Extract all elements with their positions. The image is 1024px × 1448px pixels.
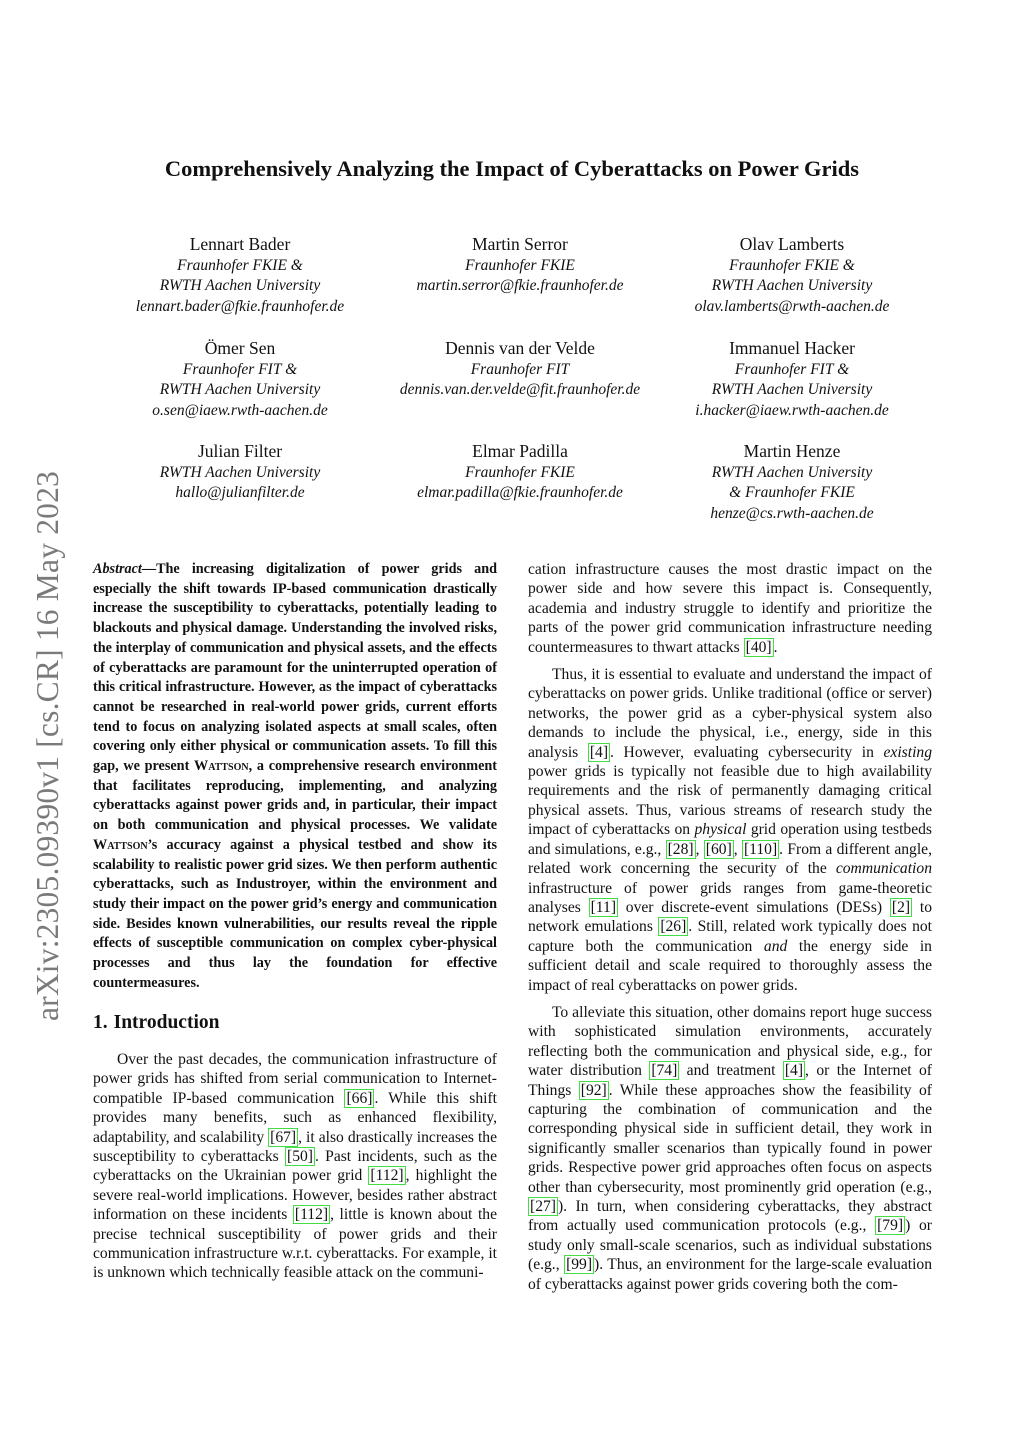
system-name: Wattson <box>194 758 249 775</box>
abstract-dash: — <box>141 561 157 577</box>
emphasis: physical <box>694 821 747 839</box>
body-text: To alleviate this situation, other domains report huge success with sophisticated simulation environments, accurately reflecting both the communication and physical side, e.g., for water distribution <box>528 1003 932 1080</box>
body-text: , highlight the severe real-world implications. However, besides rather abstract information on these incidents <box>93 1167 498 1224</box>
body-text: Over the past decades, the communication infrastructure of power grids has shifted from serial communication to Internet-compatible IP-based communication <box>93 1050 497 1107</box>
citation-link[interactable]: [99] <box>566 1256 593 1274</box>
citation-link[interactable]: [4] <box>784 1062 804 1080</box>
citation-link[interactable]: [67] <box>270 1128 297 1146</box>
author-block <box>642 338 942 421</box>
author-affiliation: RWTH Aachen University <box>711 463 873 481</box>
author-block <box>90 338 390 421</box>
body-text: . Still, related work typically does not capture both the communication <box>528 918 932 955</box>
author-email: hallo@julianfilter.de <box>175 484 305 501</box>
body-text: over discrete-event simulations (DESs) <box>618 898 890 916</box>
body-paragraph <box>528 665 932 995</box>
citation-link[interactable]: [4] <box>589 743 609 761</box>
body-text: ) or study only small-scale scenarios, such as individual substations (e.g., <box>528 1217 932 1274</box>
author-affiliation: Fraunhofer FIT & <box>734 360 850 378</box>
citation-link[interactable]: [40] <box>745 638 772 656</box>
abstract <box>93 560 497 993</box>
author-block <box>370 338 670 401</box>
author-name: Dennis van der Velde <box>445 338 595 358</box>
section-heading <box>93 1013 497 1032</box>
author-block <box>90 441 390 504</box>
author-affiliation: Fraunhofer FKIE & <box>177 256 303 274</box>
citation-link[interactable]: [74] <box>651 1062 678 1080</box>
citation-link[interactable]: [11] <box>590 898 617 916</box>
body-text: . While this shift provides many benefits, such as enhanced flexibility, adaptability, and scalability <box>93 1089 498 1146</box>
author-email: lennart.bader@fkie.fraunhofer.de <box>135 297 345 315</box>
author-block <box>642 234 942 317</box>
author-email: olav.lamberts@rwth-aachen.de <box>694 297 890 315</box>
body-text: , little is known about the precise technical susceptibility of power grids and their communication infrastructure w.r.t. cyberattacks. For example, it is unknown which technically feasible attack on the communi- <box>93 1206 497 1282</box>
section-number: 1. <box>93 1012 108 1034</box>
author-affiliation: RWTH Aachen University <box>159 463 321 481</box>
author-email: dennis.van.der.velde@fit.fraunhofer.de <box>399 381 641 398</box>
author-name: Elmar Padilla <box>472 441 568 461</box>
abstract-text: ’s accuracy against a physical testbed and show its scalability to realistic power grid sizes. We then perform authentic cyberattacks, such as Industroyer, within the environment and study their impact on the power grid’s energy and communication side. Besides known vulnerabilities, our results reveal the ripple effects of susceptible communication on complex cyber-physical processes and thus lay the foundation for effective countermeasures. <box>93 836 497 991</box>
system-name: Wattson <box>93 836 148 853</box>
citation-link[interactable]: [79] <box>877 1217 904 1235</box>
citation-link[interactable]: [92] <box>580 1081 607 1099</box>
body-text: ). Thus, an environment for the large-scale evaluation of cyberattacks against power grids covering both the com- <box>528 1256 932 1293</box>
body-text: and treatment <box>679 1062 783 1080</box>
body-text: , or the Internet of Things <box>528 1062 933 1099</box>
author-name: Lennart Bader <box>189 234 291 254</box>
body-text: . However, evaluating cybersecurity in <box>610 743 884 761</box>
body-paragraph <box>528 560 932 657</box>
author-name: Ömer Sen <box>204 338 276 358</box>
body-text: grid operation using testbeds and simulations, e.g., <box>528 821 932 858</box>
emphasis: existing <box>883 743 933 761</box>
author-block <box>370 441 670 504</box>
author-name: Olav Lamberts <box>739 234 845 254</box>
author-affiliation: RWTH Aachen University <box>711 381 873 398</box>
citation-link[interactable]: [26] <box>660 918 687 936</box>
right-column <box>528 560 932 1294</box>
author-affiliation: Fraunhofer FKIE & <box>729 256 855 274</box>
citation-link[interactable]: [112] <box>370 1167 404 1185</box>
body-text: . While these approaches show the feasibility of capturing the combination of communication and the corresponding physical side in sufficient detail, they work in significantly smaller scenarios than typically found in power grids. Respective power grid approaches often focus on aspects other than cybersecurity, most prominently grid operation (e.g., <box>528 1081 933 1196</box>
body-text: to network emulations <box>528 898 932 936</box>
author-affiliation: RWTH Aachen University <box>159 277 321 294</box>
author-email: o.sen@iaew.rwth-aachen.de <box>152 401 328 419</box>
author-affiliation: & Fraunhofer FKIE <box>729 484 855 501</box>
body-text: infrastructure of power grids ranges from game-theoretic analyses <box>528 879 932 916</box>
author-affiliation: Fraunhofer FIT & <box>182 360 298 378</box>
author-affiliation: Fraunhofer FKIE <box>465 256 575 274</box>
abstract-label: Abstract <box>93 561 142 577</box>
author-affiliation: Fraunhofer FIT <box>470 360 570 378</box>
author-email: elmar.padilla@fkie.fraunhofer.de <box>417 484 623 501</box>
author-name: Martin Henze <box>743 441 841 461</box>
body-text: . <box>773 638 778 656</box>
author-block <box>370 234 670 297</box>
author-block <box>90 234 390 317</box>
author-affiliation: RWTH Aachen University <box>711 277 873 294</box>
left-column <box>93 560 497 1283</box>
paper-title: Comprehensively Analyzing the Impact of Cyberattacks on Power Grids <box>164 156 860 181</box>
author-name: Immanuel Hacker <box>729 338 855 358</box>
body-text: Thus, it is essential to evaluate and understand the impact of cyberattacks on power grids. Unlike traditional (office or server) networks, the power grid as a cyber-physical system also demands to include the physical, i.e., energy, side in this analysis <box>528 666 932 761</box>
body-paragraph <box>528 1003 932 1294</box>
citation-link[interactable]: [60] <box>705 840 732 858</box>
author-affiliation: Fraunhofer FKIE <box>465 463 575 481</box>
body-text: cation infrastructure causes the most drastic impact on the power side and how severe this impact is. Consequently, academia and industry struggle to identify and prioritize the parts of the power grid communication infrastructure needing countermeasures to thwart attacks <box>528 561 932 656</box>
citation-link[interactable]: [50] <box>287 1147 313 1165</box>
body-text: the energy side in sufficient detail and scale required to thoroughly assess the impact of real cyberattacks on power grids. <box>528 937 932 994</box>
intro-paragraph <box>93 1050 497 1283</box>
body-text: , it also drastically increases the susceptibility to cyberattacks <box>93 1128 497 1165</box>
body-text: ). In turn, when considering cyberattacks, they abstract from actually used communication protocols (e.g., <box>528 1198 932 1235</box>
citation-link[interactable]: [2] <box>891 898 911 916</box>
citation-link[interactable]: [110] <box>743 840 778 858</box>
author-email: i.hacker@iaew.rwth-aachen.de <box>695 401 889 419</box>
emphasis: and <box>763 937 788 955</box>
citation-link[interactable]: [66] <box>346 1089 373 1107</box>
citation-link[interactable]: [27] <box>530 1198 556 1215</box>
abstract-text: The increasing digitalization of power grids and especially the shift towards IP-based communication drastically increase the susceptibility to cyberattacks, potentially leading to blackouts and physical damage. Understanding the involved risks, the interplay of communication and physical assets, and the effects of cyberattacks are paramount for the uninterrupted operation of this critical infrastructure. However, as the impact of cyberattacks cannot be researched in real-world power grids, current efforts tend to focus on analyzing isolated aspects at small scales, often covering only either physical or communication assets. To fill this gap, we present <box>93 561 497 775</box>
author-name: Julian Filter <box>197 441 283 461</box>
author-affiliation: RWTH Aachen University <box>159 381 321 398</box>
emphasis: communication <box>835 860 932 878</box>
body-text: , <box>733 840 742 858</box>
author-email: henze@cs.rwth-aachen.de <box>710 504 874 522</box>
arxiv-identifier-stamp <box>18 440 78 1052</box>
author-email: martin.serror@fkie.fraunhofer.de <box>416 277 624 294</box>
abstract-text: , a comprehensive research environment that facilitates reproducing, implementing, and analyzing cyberattacks against power grids and, in particular, their impact on both communication and physical processes. We validate <box>93 758 497 834</box>
body-text: . From a different angle, related work concerning the security of the <box>528 840 932 878</box>
section-title: Introduction <box>113 1012 220 1034</box>
author-block <box>642 441 942 524</box>
citation-link[interactable]: [28] <box>667 840 694 858</box>
citation-link[interactable]: [112] <box>294 1206 329 1224</box>
body-text: , <box>695 840 704 858</box>
author-name: Martin Serror <box>472 234 568 254</box>
body-text: power grids is typically not feasible due to high availability requirements and the risk of permanently damaging critical physical assets. Thus, various streams of research study the impact of cyberattacks on <box>528 763 932 839</box>
arxiv-id-text: arXiv:2305.09390v1 [cs.CR] 16 May 2023 <box>30 470 65 1022</box>
body-text: . Past incidents, such as the cyberattacks on the Ukrainian power grid <box>93 1147 497 1185</box>
